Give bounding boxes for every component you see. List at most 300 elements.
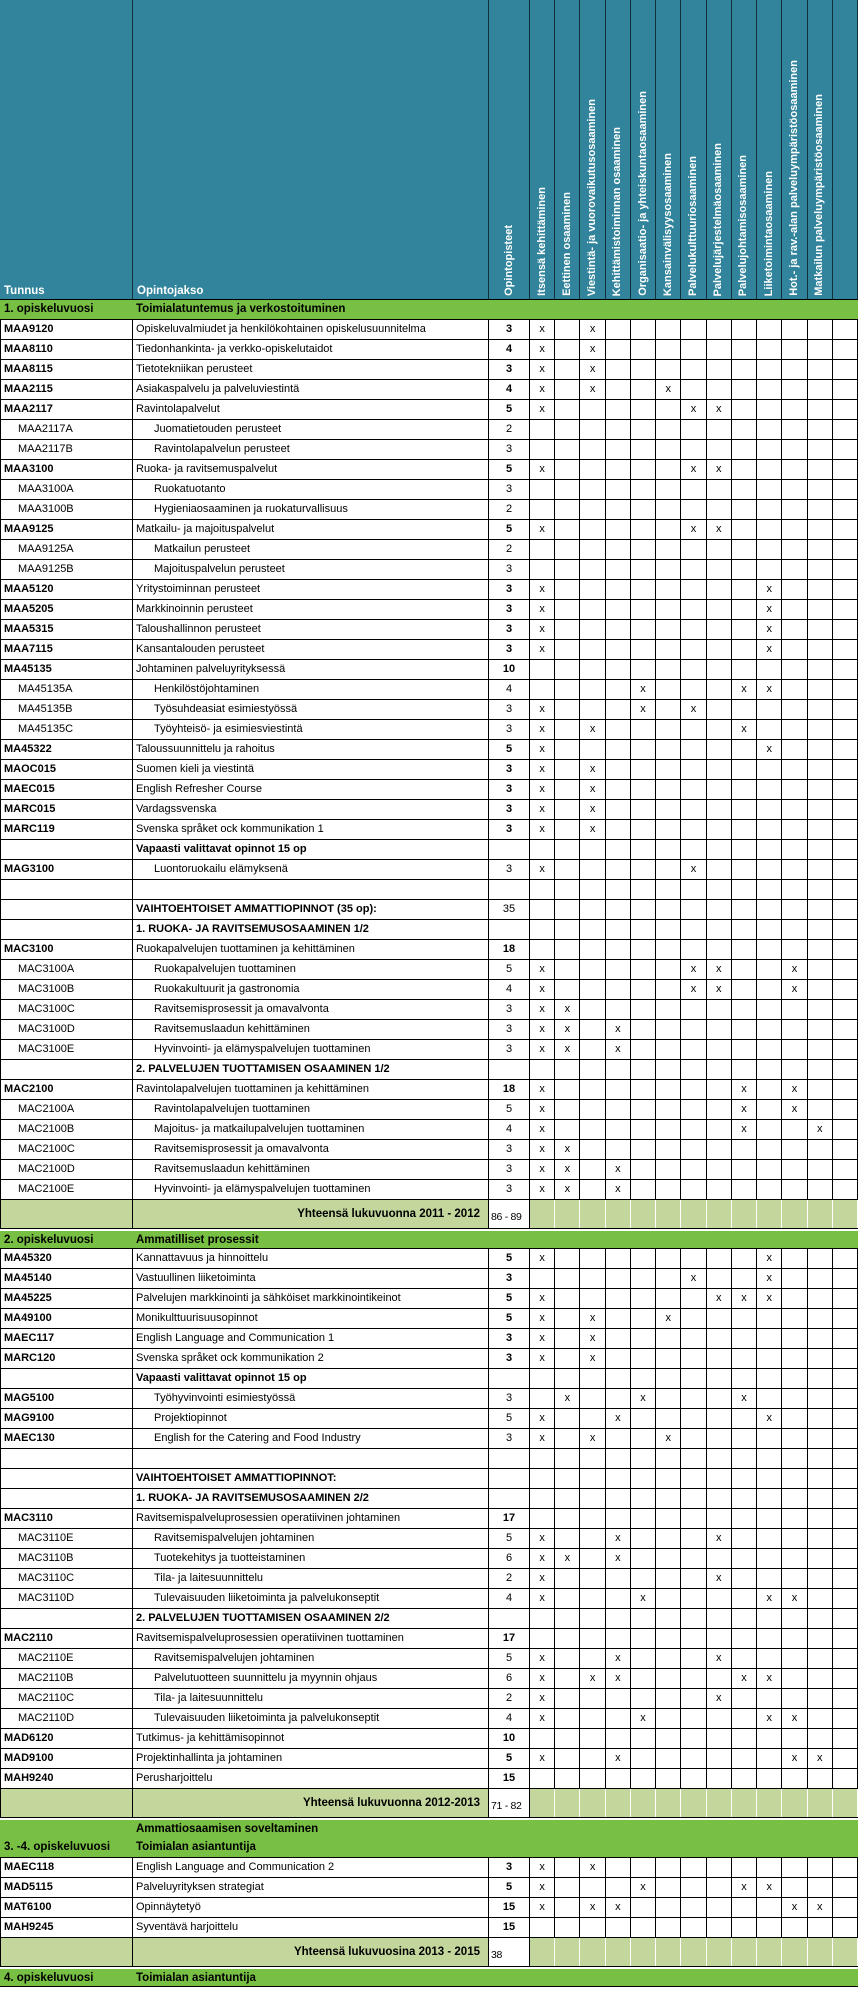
competency-mark-cell (707, 1040, 732, 1060)
competency-mark-cell (555, 1449, 580, 1469)
course-code-cell: MAC3100B (0, 980, 133, 1000)
table-row (0, 1769, 858, 1789)
competency-mark-cell (530, 560, 555, 580)
competency-mark-cell: x (530, 980, 555, 1000)
competency-mark-cell (757, 320, 782, 340)
competency-mark-cell: x (757, 740, 782, 760)
competency-mark-cell (707, 1080, 732, 1100)
competency-mark-cell: x (606, 1649, 631, 1669)
competency-mark-cell (580, 1529, 605, 1549)
competency-mark-cell (580, 1249, 605, 1269)
competency-mark-cell (681, 1838, 706, 1857)
competency-mark-cell (707, 440, 732, 460)
competency-mark-cell (606, 1200, 631, 1228)
competency-mark-cell: x (530, 820, 555, 840)
competency-mark-cell (808, 540, 833, 560)
course-name-cell: Hygieniaosaaminen ja ruokaturvallisuus (133, 500, 489, 520)
credits-cell: 35 (489, 900, 530, 920)
course-name-cell: Toimialatuntemus ja verkostoituminen (136, 303, 346, 315)
competency-mark-cell (656, 640, 681, 660)
competency-mark-cell (833, 460, 858, 480)
competency-mark-cell (782, 1200, 807, 1228)
competency-mark-cell (656, 1938, 681, 1966)
competency-mark-cell (631, 380, 656, 400)
competency-mark-cell (833, 480, 858, 500)
competency-mark-cell (782, 1549, 807, 1569)
credits-cell: 5 (489, 1878, 530, 1898)
competency-mark-cell (808, 1231, 833, 1248)
competency-mark-cell (808, 740, 833, 760)
competency-mark-cell (707, 1609, 732, 1629)
competency-mark-cell (782, 820, 807, 840)
competency-mark-cell (681, 1100, 706, 1120)
competency-mark-cell (732, 920, 757, 940)
competency-mark-cell: x (782, 1080, 807, 1100)
table-row (0, 660, 858, 680)
competency-mark-cell: x (530, 1120, 555, 1140)
competency-mark-cell (656, 1409, 681, 1429)
course-name-cell: Taloussuunnittelu ja rahoitus (133, 740, 489, 760)
competency-label: Eettinen osaaminen (560, 192, 573, 296)
competency-mark-cell (808, 1689, 833, 1709)
competency-mark-cell (631, 1689, 656, 1709)
competency-mark-cell: x (782, 1898, 807, 1918)
competency-mark-cell (580, 1000, 605, 1020)
competency-mark-cell (808, 900, 833, 920)
competency-mark-cell (555, 320, 580, 340)
competency-mark-cell (782, 360, 807, 380)
competency-label: Itsensä kehittäminen (535, 187, 548, 296)
table-row (0, 1469, 858, 1489)
course-code-cell: MAH9240 (0, 1769, 133, 1789)
competency-mark-cell (833, 620, 858, 640)
course-name-cell: Henkilöstöjohtaminen (133, 680, 489, 700)
competency-mark-cell (555, 540, 580, 560)
competency-mark-cell (782, 540, 807, 560)
competency-mark-cell (681, 900, 706, 920)
competency-mark-cell (757, 1040, 782, 1060)
competency-mark-cell: x (631, 1709, 656, 1729)
competency-mark-cell (732, 400, 757, 420)
course-code-cell: MAD6120 (0, 1729, 133, 1749)
course-name-cell: Yritystoiminnan perusteet (133, 580, 489, 600)
course-name-cell: English for the Catering and Food Industry (133, 1429, 489, 1449)
credits-cell: 3 (489, 1429, 530, 1449)
course-code-cell: MAH9245 (0, 1918, 133, 1938)
competency-mark-cell (580, 980, 605, 1000)
competency-mark-cell (681, 1309, 706, 1329)
competency-mark-cell (555, 1749, 580, 1769)
competency-mark-cell (833, 440, 858, 460)
competency-mark-cell (757, 960, 782, 980)
competency-mark-cell (833, 1449, 858, 1469)
course-name-cell: 1. RUOKA- JA RAVITSEMUSOSAAMINEN 2/2 (133, 1489, 489, 1509)
competency-mark-cell (681, 380, 706, 400)
table-row (0, 780, 858, 800)
competency-mark-cell (782, 680, 807, 700)
competency-mark-cell (833, 720, 858, 740)
competency-mark-cell (707, 1409, 732, 1429)
section-row (0, 1229, 858, 1249)
competency-mark-cell (782, 1231, 807, 1248)
competency-mark-cell (631, 500, 656, 520)
competency-mark-cell (732, 1309, 757, 1329)
competency-mark-cell: x (530, 780, 555, 800)
competency-mark-cell (732, 740, 757, 760)
competency-label: Kansainvälisyysosaaminen (661, 152, 674, 296)
competency-mark-cell (530, 1938, 555, 1966)
competency-mark-cell: x (530, 1669, 555, 1689)
competency-mark-cell (580, 1838, 605, 1857)
competency-mark-cell (580, 1709, 605, 1729)
competency-mark-cell (631, 560, 656, 580)
course-name-cell: Matkailun perusteet (133, 540, 489, 560)
credits-cell: 4 (489, 380, 530, 400)
competency-mark-cell (656, 1269, 681, 1289)
competency-mark-cell (656, 940, 681, 960)
competency-mark-cell (782, 1918, 807, 1938)
credits-cell: 3 (489, 820, 530, 840)
course-code-cell: MAA9125 (0, 520, 133, 540)
competency-mark-cell (656, 980, 681, 1000)
competency-mark-cell (782, 940, 807, 960)
competency-mark-cell (757, 1080, 782, 1100)
competency-mark-cell (555, 1269, 580, 1289)
competency-mark-cell (580, 1040, 605, 1060)
competency-mark-cell (606, 440, 631, 460)
competency-mark-cell: x (707, 960, 732, 980)
course-code-cell: MAC2100A (0, 1100, 133, 1120)
competency-mark-cell (681, 1040, 706, 1060)
competency-mark-cell (782, 1969, 807, 1986)
column-header-competency-11 (782, 0, 807, 299)
credits-cell (489, 840, 530, 860)
competency-mark-cell (757, 1549, 782, 1569)
course-code-cell: MAC2100B (0, 1120, 133, 1140)
competency-mark-cell (606, 1000, 631, 1020)
competency-mark-cell (656, 1120, 681, 1140)
competency-mark-cell (757, 1689, 782, 1709)
competency-mark-cell (681, 1789, 706, 1817)
competency-mark-cell: x (681, 960, 706, 980)
competency-mark-cell (681, 600, 706, 620)
competency-mark-cell (707, 940, 732, 960)
competency-mark-cell (707, 1349, 732, 1369)
course-code-cell: MAC2100 (0, 1080, 133, 1100)
competency-mark-cell (757, 300, 782, 319)
course-name-cell: Kansantalouden perusteet (133, 640, 489, 660)
competency-mark-cell: x (580, 1349, 605, 1369)
competency-mark-cell (681, 1080, 706, 1100)
competency-mark-cell (808, 1289, 833, 1309)
competency-mark-cell (782, 560, 807, 580)
competency-mark-cell (656, 1649, 681, 1669)
competency-mark-cell (782, 1449, 807, 1469)
competency-label: Organisaatio- ja yhteiskuntaosaaminen (636, 91, 649, 296)
competency-mark-cell (530, 660, 555, 680)
competency-mark-cell (681, 760, 706, 780)
total-row (0, 1200, 858, 1229)
competency-mark-cell (631, 780, 656, 800)
competency-mark-cell (656, 1231, 681, 1248)
competency-mark-cell (833, 1729, 858, 1749)
course-name-cell: Ammattiosaamisen soveltaminen (136, 1823, 319, 1835)
competency-mark-cell (580, 540, 605, 560)
competency-mark-cell (631, 1918, 656, 1938)
competency-mark-cell (707, 1160, 732, 1180)
competency-mark-cell: x (530, 1040, 555, 1060)
competency-mark-cell (732, 300, 757, 319)
competency-mark-cell (707, 580, 732, 600)
course-name-cell: Luontoruokailu elämyksenä (133, 860, 489, 880)
competency-mark-cell: x (606, 1160, 631, 1180)
course-code-cell (0, 1938, 133, 1966)
competency-mark-cell (606, 920, 631, 940)
table-row (0, 920, 858, 940)
competency-mark-cell: x (707, 1289, 732, 1309)
course-code-cell: MAC3100A (0, 960, 133, 980)
course-code-cell: MAA5205 (0, 600, 133, 620)
column-header-competency-2 (555, 0, 580, 299)
competency-mark-cell (833, 660, 858, 680)
competency-mark-cell: x (757, 1249, 782, 1269)
competency-mark-cell (732, 1569, 757, 1589)
credits-cell: 18 (489, 1080, 530, 1100)
competency-mark-cell (732, 1629, 757, 1649)
course-name-cell (133, 880, 489, 900)
competency-mark-cell (606, 560, 631, 580)
course-code-cell: MAD5115 (0, 1878, 133, 1898)
competency-mark-cell: x (530, 640, 555, 660)
competency-mark-cell (580, 1549, 605, 1569)
competency-mark-cell (656, 1489, 681, 1509)
competency-mark-cell (707, 1769, 732, 1789)
competency-mark-cell (656, 1838, 681, 1857)
competency-mark-cell (631, 860, 656, 880)
competency-mark-cell: x (681, 460, 706, 480)
competency-mark-cell (681, 1529, 706, 1549)
course-code-cell: MAG9100 (0, 1409, 133, 1429)
competency-mark-cell (757, 920, 782, 940)
table-row (0, 1629, 858, 1649)
credits-cell: 5 (489, 740, 530, 760)
competency-mark-cell (732, 1589, 757, 1609)
table-row (0, 600, 858, 620)
competency-mark-cell: x (555, 1000, 580, 1020)
competency-mark-cell: x (580, 820, 605, 840)
credits-cell: 86 - 89 (489, 1200, 530, 1228)
section-row (0, 1838, 858, 1858)
competency-mark-cell (631, 920, 656, 940)
competency-mark-cell (757, 340, 782, 360)
competency-mark-cell (782, 300, 807, 319)
competency-mark-cell (707, 340, 732, 360)
competency-mark-cell (555, 1080, 580, 1100)
competency-mark-cell (530, 1769, 555, 1789)
competency-mark-cell: x (530, 1589, 555, 1609)
table-row (0, 1140, 858, 1160)
competency-mark-cell (833, 1649, 858, 1669)
competency-mark-cell (631, 1269, 656, 1289)
competency-mark-cell: x (530, 1689, 555, 1709)
competency-mark-cell (782, 880, 807, 900)
course-name-cell: Tila- ja laitesuunnittelu (133, 1569, 489, 1589)
competency-mark-cell: x (656, 1309, 681, 1329)
credits-cell (489, 1969, 530, 1986)
competency-mark-cell (782, 1269, 807, 1289)
competency-mark-cell (580, 1918, 605, 1938)
competency-mark-cell (681, 1709, 706, 1729)
competency-mark-cell (631, 720, 656, 740)
competency-mark-cell (707, 1180, 732, 1200)
course-name-cell: 2. PALVELUJEN TUOTTAMISEN OSAAMINEN 1/2 (133, 1060, 489, 1080)
competency-mark-cell (732, 500, 757, 520)
competency-mark-cell (631, 740, 656, 760)
competency-mark-cell (757, 1749, 782, 1769)
course-name-cell: Palveluyrityksen strategiat (133, 1878, 489, 1898)
course-name-cell: Matkailu- ja majoituspalvelut (133, 520, 489, 540)
competency-mark-cell (732, 980, 757, 1000)
competency-mark-cell: x (606, 1549, 631, 1569)
competency-mark-cell (656, 1060, 681, 1080)
competency-mark-cell (782, 1938, 807, 1966)
competency-mark-cell (707, 900, 732, 920)
competency-mark-cell (732, 880, 757, 900)
competency-mark-cell (631, 1349, 656, 1369)
competency-mark-cell (606, 1389, 631, 1409)
competency-mark-cell (681, 840, 706, 860)
table-row (0, 900, 858, 920)
competency-mark-cell (808, 1329, 833, 1349)
competency-mark-cell (833, 600, 858, 620)
competency-mark-cell: x (732, 1389, 757, 1409)
credits-cell: 5 (489, 1409, 530, 1429)
competency-mark-cell (782, 1469, 807, 1489)
competency-mark-cell (530, 1269, 555, 1289)
competency-mark-cell (555, 1409, 580, 1429)
course-code-cell: MAA3100A (0, 480, 133, 500)
course-name-cell: Tila- ja laitesuunnittelu (133, 1689, 489, 1709)
competency-mark-cell: x (530, 1329, 555, 1349)
competency-mark-cell (606, 380, 631, 400)
competency-mark-cell (732, 1140, 757, 1160)
competency-mark-cell (681, 1160, 706, 1180)
competency-mark-cell (757, 460, 782, 480)
competency-mark-cell (555, 1529, 580, 1549)
competency-mark-cell: x (606, 1898, 631, 1918)
credits-cell (489, 1838, 530, 1857)
course-name-cell: Palvelutuotteen suunnittelu ja myynnin ohjaus (133, 1669, 489, 1689)
competency-mark-cell (757, 1389, 782, 1409)
credits-cell: 5 (489, 1529, 530, 1549)
competency-mark-cell (580, 880, 605, 900)
competency-mark-cell (808, 760, 833, 780)
competency-mark-cell (580, 1100, 605, 1120)
competency-mark-cell (707, 1329, 732, 1349)
table-header (0, 0, 858, 300)
competency-mark-cell (656, 1020, 681, 1040)
competency-mark-cell (833, 840, 858, 860)
competency-mark-cell (808, 1100, 833, 1120)
competency-mark-cell (707, 700, 732, 720)
competency-mark-cell (808, 720, 833, 740)
competency-mark-cell (757, 1329, 782, 1349)
competency-mark-cell: x (757, 640, 782, 660)
competency-mark-cell (631, 1569, 656, 1589)
competency-mark-cell: x (732, 680, 757, 700)
competency-mark-cell (833, 1789, 858, 1817)
competency-mark-cell (580, 680, 605, 700)
competency-mark-cell (656, 1160, 681, 1180)
competency-mark-cell (808, 340, 833, 360)
competency-mark-cell (555, 840, 580, 860)
course-code-cell: MAC2110E (0, 1649, 133, 1669)
competency-mark-cell (530, 1838, 555, 1857)
competency-mark-cell: x (757, 1669, 782, 1689)
competency-mark-cell (707, 780, 732, 800)
competency-mark-cell: x (757, 680, 782, 700)
competency-mark-cell (757, 1369, 782, 1389)
competency-mark-cell (732, 1509, 757, 1529)
table-row (0, 1709, 858, 1729)
course-code-cell: MAC2110B (0, 1669, 133, 1689)
competency-mark-cell (707, 1789, 732, 1817)
competency-mark-cell: x (782, 980, 807, 1000)
competency-mark-cell (530, 920, 555, 940)
course-code-cell: MAA2117 (0, 400, 133, 420)
competency-mark-cell (631, 1469, 656, 1489)
course-code-cell: MAT6100 (0, 1898, 133, 1918)
course-name-cell: Ravitsemisprosessit ja omavalvonta (133, 1140, 489, 1160)
competency-mark-cell (631, 320, 656, 340)
competency-mark-cell (707, 820, 732, 840)
competency-mark-cell (732, 1689, 757, 1709)
competency-mark-cell (833, 540, 858, 560)
competency-mark-cell (656, 1369, 681, 1389)
competency-mark-cell (631, 1898, 656, 1918)
competency-mark-cell (580, 420, 605, 440)
competency-mark-cell (530, 1060, 555, 1080)
competency-mark-cell (732, 1369, 757, 1389)
table-row (0, 1858, 858, 1878)
credits-cell: 3 (489, 560, 530, 580)
competency-mark-cell (631, 1140, 656, 1160)
competency-mark-cell (757, 980, 782, 1000)
credits-cell: 2 (489, 1569, 530, 1589)
competency-mark-cell (707, 860, 732, 880)
competency-mark-cell: x (656, 380, 681, 400)
competency-mark-cell (782, 1820, 807, 1838)
course-code-cell: MAA2117B (0, 440, 133, 460)
competency-mark-cell: x (782, 1100, 807, 1120)
competency-mark-cell (707, 1249, 732, 1269)
competency-mark-cell (656, 1609, 681, 1629)
competency-mark-cell (808, 1609, 833, 1629)
competency-mark-cell (757, 1820, 782, 1838)
competency-mark-cell: x (530, 1020, 555, 1040)
competency-mark-cell (681, 1669, 706, 1689)
competency-mark-cell (530, 1369, 555, 1389)
competency-mark-cell (681, 1549, 706, 1569)
competency-mark-cell (580, 1120, 605, 1140)
competency-mark-cell (555, 400, 580, 420)
competency-mark-cell (732, 960, 757, 980)
competency-mark-cell (681, 1629, 706, 1649)
column-header-competency-9 (732, 0, 757, 299)
table-row (0, 980, 858, 1000)
competency-mark-cell (782, 1140, 807, 1160)
competency-mark-cell (808, 480, 833, 500)
